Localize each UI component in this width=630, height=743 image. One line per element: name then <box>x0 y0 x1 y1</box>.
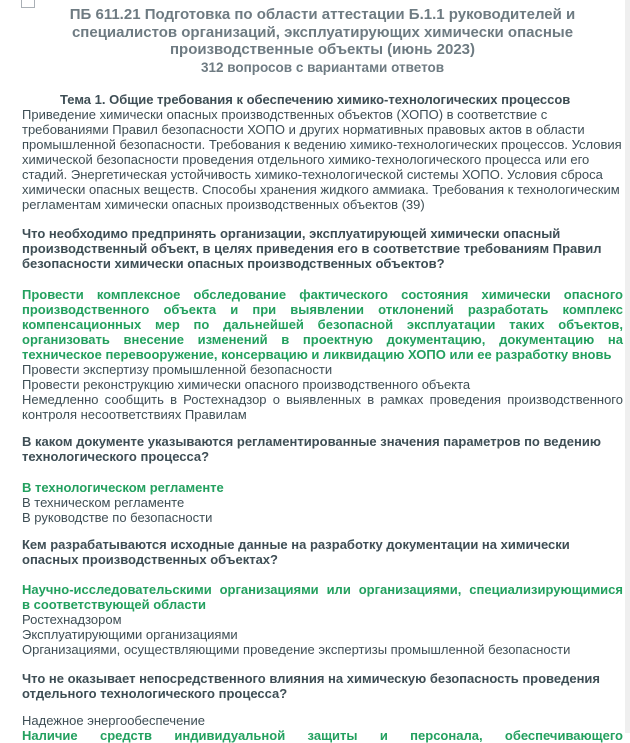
answer-option: Организациями, осуществляющими проведение экспертизы промышленной безопасности <box>22 641 571 657</box>
answer-option: В техническом регламенте <box>22 494 185 510</box>
document-subtitle: 312 вопросов с вариантами ответов <box>200 59 445 75</box>
answer-option-correct: Научно-исследовательскими организациями или организациями, специализирующимися в соответствующей области <box>22 581 623 612</box>
page-right-edge <box>625 0 630 733</box>
answer-option: Ростехнадзором <box>22 611 122 627</box>
answer-group <box>22 287 623 422</box>
question-text: Что необходимо предпринять организации, эксплуатирующей химически опасный производственный объект, в целях приведения его в соответствие требованиям Правил безопасности химически опасных производственных объектов? <box>22 225 602 271</box>
question-text: Что не оказывает непосредственного влияния на химическую безопасность проведения отдельного технологического процесса? <box>22 670 601 701</box>
question-text: Кем разрабатываются исходные данные на разработку документации на химически опасных производственных объектах? <box>22 536 570 567</box>
answer-option: Эксплуатирующими организациями <box>22 626 238 642</box>
topic-description: Приведение химически опасных производственных объектов (ХОПО) в соответствие с требованиями Правил безопасности ХОПО и других нормативных правовых актов в области промышленной безопасности. Требования к ведению химико-технологических процессов. Условия химической безопасности проведения отдельного химико-технологического процесса или его стадий. Энергетическая устойчивость химико-технологической системы ХОПО. Условия сброса химически опасных веществ. Способы хранения жидкого аммиака. Требования к технологическим регламентам химически опасных производственных объектов (39) <box>22 106 622 212</box>
question-text: В каком документе указываются регламентированные значения параметров по ведению технологического процесса? <box>22 433 601 464</box>
answer-option: Надежное энергообеспечение <box>22 712 205 728</box>
answer-option: Немедленно сообщить в Ростехнадзор о выявленных в рамках проведения производственного контроля несоответствиях Правилам <box>22 391 623 422</box>
answer-option-correct: Провести комплексное обследование фактического состояния химически опасного производственного объекта и при выявлении отклонений разработать комплекс компенсационных мер по дальнейшей безопасной эксплуатации таких объектов, организовать внесение изменений в проектную документацию, документацию на техническое перевооружение, консервацию и ликвидацию ХОПО или ее разработку вновь <box>22 286 623 362</box>
answer-group <box>22 713 623 743</box>
answer-option: Провести экспертизу промышленной безопасности <box>22 361 333 377</box>
answer-option-correct: Наличие средств индивидуальной защиты и персонала, обеспечивающего <box>22 727 623 743</box>
checkbox-artifact-icon <box>21 0 35 8</box>
document-title: ПБ 611.21 Подготовка по области аттестации Б.1.1 руководителей и специалистов организаций, эксплуатирующих химически опасные производственные объекты (июнь 2023) <box>69 6 576 58</box>
answer-option: Провести реконструкцию химически опасного производственного объекта <box>22 376 471 392</box>
answer-group <box>22 582 623 657</box>
answer-option-correct: В технологическом регламенте <box>22 479 224 495</box>
answer-option: В руководстве по безопасности <box>22 509 213 525</box>
answer-group <box>22 480 623 525</box>
topic-heading: Тема 1. Общие требования к обеспечению химико-технологических процессов <box>60 91 571 107</box>
